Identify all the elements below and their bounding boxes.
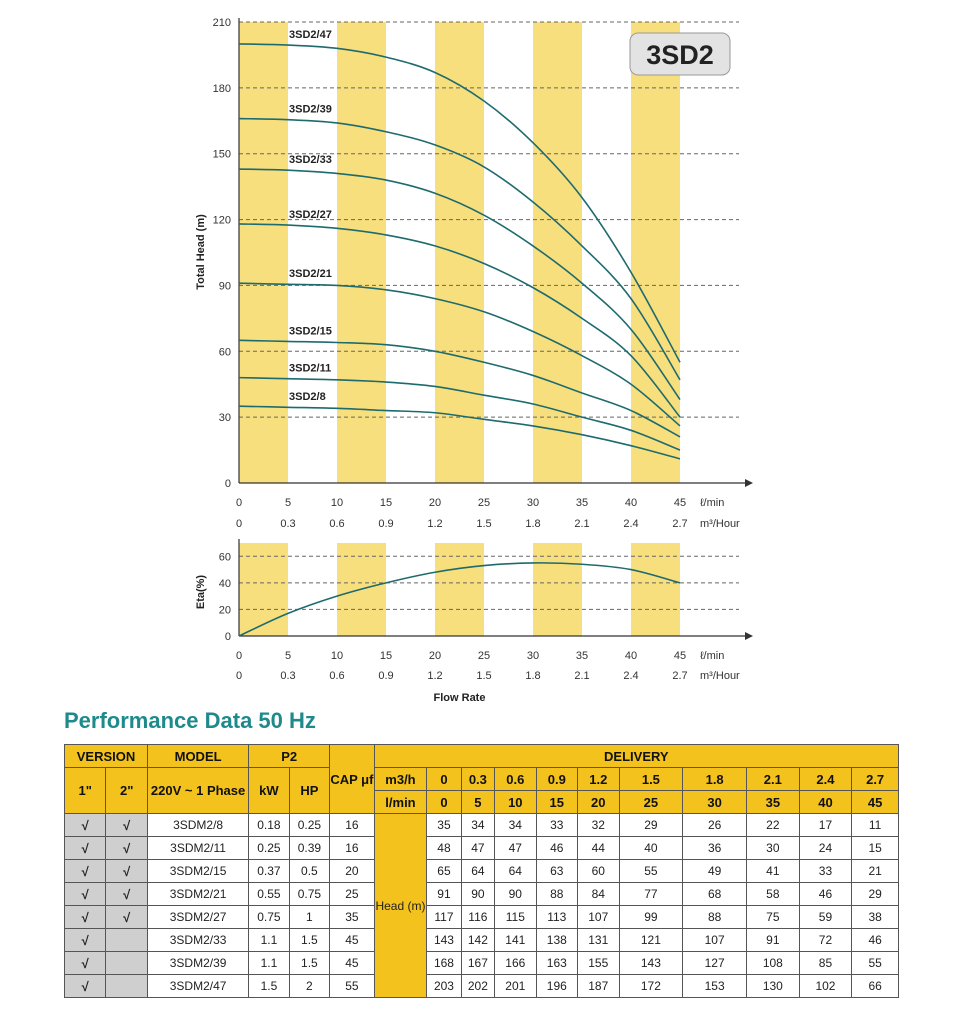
head-value-cell: 64 (495, 860, 536, 883)
table-row (65, 952, 899, 975)
x-tick-label-lmin: 15 (379, 650, 393, 662)
x-tick-label-lmin: 40 (624, 497, 638, 509)
head-value-cell: 121 (619, 929, 683, 952)
version-1-cell: √ (65, 814, 106, 837)
m3h-value: 1.2 (578, 768, 619, 791)
x-tick-label-m3h: 0.3 (280, 670, 296, 682)
table-row (65, 814, 899, 837)
model-cell: 3SDM2/15 (147, 860, 248, 883)
series-label: 3SD2/33 (289, 154, 332, 167)
y-tick-label: 60 (218, 551, 231, 564)
x-tick-label-lmin: 5 (284, 497, 292, 509)
hp-cell: 0.39 (289, 837, 329, 860)
yellow-band (533, 543, 582, 636)
m3h-value: 0.6 (495, 768, 536, 791)
head-chart (195, 17, 753, 530)
m3h-value: 1.5 (619, 768, 683, 791)
head-value-cell: 58 (747, 883, 800, 906)
head-value-cell: 107 (683, 929, 747, 952)
cap-cell: 45 (330, 929, 375, 952)
lmin-value: 15 (536, 791, 577, 814)
x-tick-label-m3h: 0.9 (378, 518, 394, 530)
x-tick-label-m3h: 0.3 (280, 518, 296, 530)
head-value-cell: 90 (461, 883, 494, 906)
lmin-value: 10 (495, 791, 536, 814)
kw-cell: 1.1 (249, 929, 289, 952)
version-2-cell (106, 952, 148, 975)
x-unit-m3h: m³/Hour (700, 670, 740, 682)
head-value-cell: 36 (683, 837, 747, 860)
head-value-cell: 46 (852, 929, 899, 952)
kw-cell: 1.5 (249, 975, 289, 998)
head-value-cell: 35 (427, 814, 461, 837)
kw-cell: 1.1 (249, 952, 289, 975)
header-cap: CAP μf (330, 745, 375, 814)
series-label: 3SD2/15 (289, 325, 332, 338)
head-value-cell: 68 (683, 883, 747, 906)
cap-cell: 16 (330, 814, 375, 837)
m3h-value: 2.7 (852, 768, 899, 791)
series-label: 3SD2/11 (289, 362, 332, 375)
x-unit-lmin: ℓ/min (700, 650, 725, 662)
kw-cell: 0.25 (249, 837, 289, 860)
head-value-cell: 33 (536, 814, 577, 837)
yellow-band (435, 543, 484, 636)
m3h-value: 2.4 (799, 768, 852, 791)
yellow-band (631, 543, 680, 636)
head-value-cell: 113 (536, 906, 577, 929)
head-value-cell: 21 (852, 860, 899, 883)
version-1-cell: √ (65, 929, 106, 952)
kw-cell: 0.55 (249, 883, 289, 906)
version-1-cell: √ (65, 975, 106, 998)
head-value-cell: 63 (536, 860, 577, 883)
head-value-cell: 59 (799, 906, 852, 929)
header-p2: P2 (249, 745, 330, 768)
cap-cell: 20 (330, 860, 375, 883)
version-2-cell: √ (106, 860, 148, 883)
series-label: 3SD2/39 (289, 103, 332, 116)
model-badge-text: 3SD2 (646, 40, 714, 70)
y-axis-label: Eta(%) (195, 574, 207, 610)
series-label: 3SD2/27 (289, 208, 332, 221)
x-tick-label-m3h: 2.4 (623, 670, 639, 682)
head-value-cell: 88 (683, 906, 747, 929)
x-tick-label-lmin: 35 (575, 497, 589, 509)
head-value-cell: 196 (536, 975, 577, 998)
head-value-cell: 163 (536, 952, 577, 975)
head-value-cell: 40 (619, 837, 683, 860)
head-value-cell: 32 (578, 814, 619, 837)
lmin-value: 5 (461, 791, 494, 814)
x-tick-label-lmin: 30 (526, 497, 540, 509)
head-value-cell: 90 (495, 883, 536, 906)
hp-cell: 1.5 (289, 952, 329, 975)
head-value-cell: 77 (619, 883, 683, 906)
header-model: MODEL (147, 745, 248, 768)
x-tick-label-m3h: 1.8 (525, 670, 541, 682)
x-tick-label-m3h: 1.5 (476, 670, 492, 682)
head-value-cell: 46 (799, 883, 852, 906)
model-cell: 3SDM2/21 (147, 883, 248, 906)
header-delivery: DELIVERY (374, 745, 898, 768)
head-value-cell: 60 (578, 860, 619, 883)
head-value-cell: 166 (495, 952, 536, 975)
cap-cell: 35 (330, 906, 375, 929)
head-value-cell: 167 (461, 952, 494, 975)
y-tick-label: 120 (212, 214, 231, 227)
header-m3h: m3/h (374, 768, 427, 791)
head-value-cell: 155 (578, 952, 619, 975)
performance-table (64, 744, 899, 998)
eta-chart (195, 539, 753, 704)
head-value-cell: 47 (461, 837, 494, 860)
table-row (65, 975, 899, 998)
model-cell: 3SDM2/33 (147, 929, 248, 952)
y-tick-label: 150 (212, 148, 231, 161)
cap-cell: 45 (330, 952, 375, 975)
head-value-cell: 102 (799, 975, 852, 998)
head-value-cell: 34 (495, 814, 536, 837)
x-tick-label-lmin: 35 (575, 650, 589, 662)
m3h-value: 0.3 (461, 768, 494, 791)
head-value-cell: 127 (683, 952, 747, 975)
hp-cell: 1 (289, 906, 329, 929)
yellow-band (337, 22, 386, 483)
y-axis-label: Total Head (m) (195, 214, 207, 290)
head-value-cell: 26 (683, 814, 747, 837)
series-label: 3SD2/21 (289, 268, 332, 281)
header-kw: kW (249, 768, 289, 814)
x-tick-label-lmin: 45 (673, 650, 687, 662)
version-2-cell: √ (106, 906, 148, 929)
m3h-value: 2.1 (747, 768, 800, 791)
table-row (65, 837, 899, 860)
head-value-cell: 203 (427, 975, 461, 998)
header-phase: 220V ~ 1 Phase (147, 768, 248, 814)
head-value-cell: 131 (578, 929, 619, 952)
head-value-cell: 75 (747, 906, 800, 929)
version-2-cell: √ (106, 837, 148, 860)
x-unit-m3h: m³/Hour (700, 518, 740, 530)
model-cell: 3SDM2/47 (147, 975, 248, 998)
head-value-cell: 55 (852, 952, 899, 975)
lmin-value: 30 (683, 791, 747, 814)
x-tick-label-m3h: 0.9 (378, 670, 394, 682)
lmin-value: 20 (578, 791, 619, 814)
lmin-value: 25 (619, 791, 683, 814)
x-tick-label-lmin: 0 (235, 650, 243, 662)
head-value-cell: 84 (578, 883, 619, 906)
head-value-cell: 38 (852, 906, 899, 929)
yellow-band (239, 543, 288, 636)
head-value-cell: 41 (747, 860, 800, 883)
cap-cell: 16 (330, 837, 375, 860)
head-value-cell: 172 (619, 975, 683, 998)
version-1-cell: √ (65, 906, 106, 929)
x-tick-label-m3h: 0 (235, 670, 243, 682)
cap-cell: 25 (330, 883, 375, 906)
head-value-cell: 22 (747, 814, 800, 837)
head-value-cell: 15 (852, 837, 899, 860)
series-label: 3SD2/47 (289, 28, 332, 41)
x-tick-label-m3h: 1.2 (427, 670, 443, 682)
head-value-cell: 65 (427, 860, 461, 883)
version-1-cell: √ (65, 860, 106, 883)
head-value-cell: 85 (799, 952, 852, 975)
head-value-cell: 11 (852, 814, 899, 837)
performance-table-body (65, 814, 899, 998)
head-value-cell: 33 (799, 860, 852, 883)
x-tick-label-lmin: 5 (284, 650, 292, 662)
head-value-cell: 153 (683, 975, 747, 998)
hp-cell: 1.5 (289, 929, 329, 952)
performance-title: Performance Data 50 Hz (64, 708, 316, 733)
x-tick-label-m3h: 1.5 (476, 518, 492, 530)
head-value-cell: 201 (495, 975, 536, 998)
m3h-value: 0.9 (536, 768, 577, 791)
x-tick-label-lmin: 30 (526, 650, 540, 662)
x-tick-label-lmin: 0 (235, 497, 243, 509)
header-hp: HP (289, 768, 329, 814)
model-cell: 3SDM2/39 (147, 952, 248, 975)
header-version-1: 1" (65, 768, 106, 814)
head-value-cell: 55 (619, 860, 683, 883)
head-value-cell: 138 (536, 929, 577, 952)
header-version-2: 2" (106, 768, 148, 814)
yellow-band (239, 22, 288, 483)
x-tick-label-m3h: 0 (235, 518, 243, 530)
x-axis-arrow (745, 632, 753, 640)
head-value-cell: 108 (747, 952, 800, 975)
head-value-cell: 116 (461, 906, 494, 929)
head-value-cell: 64 (461, 860, 494, 883)
lmin-value: 0 (427, 791, 461, 814)
cap-cell: 55 (330, 975, 375, 998)
series-label: 3SD2/8 (289, 391, 326, 404)
y-tick-label: 30 (218, 412, 231, 425)
x-tick-label-m3h: 1.2 (427, 518, 443, 530)
version-1-cell: √ (65, 837, 106, 860)
x-tick-label-m3h: 1.8 (525, 518, 541, 530)
y-tick-label: 210 (212, 17, 231, 29)
version-2-cell (106, 929, 148, 952)
hp-cell: 2 (289, 975, 329, 998)
head-value-cell: 141 (495, 929, 536, 952)
hp-cell: 0.5 (289, 860, 329, 883)
head-value-cell: 66 (852, 975, 899, 998)
x-axis-arrow (745, 479, 753, 487)
head-value-cell: 30 (747, 837, 800, 860)
y-tick-label: 0 (224, 631, 231, 643)
x-tick-label-lmin: 20 (428, 497, 442, 509)
yellow-band (533, 22, 582, 483)
version-2-cell: √ (106, 814, 148, 837)
version-1-cell: √ (65, 883, 106, 906)
x-tick-label-m3h: 2.7 (672, 670, 688, 682)
m3h-value: 1.8 (683, 768, 747, 791)
head-value-cell: 46 (536, 837, 577, 860)
x-tick-label-lmin: 15 (379, 497, 393, 509)
table-row (65, 906, 899, 929)
x-tick-label-lmin: 10 (330, 650, 344, 662)
x-tick-label-lmin: 10 (330, 497, 344, 509)
header-lmin: l/min (374, 791, 427, 814)
lmin-value: 35 (747, 791, 800, 814)
head-value-cell: 34 (461, 814, 494, 837)
x-tick-label-lmin: 25 (477, 650, 491, 662)
kw-cell: 0.75 (249, 906, 289, 929)
head-value-cell: 49 (683, 860, 747, 883)
lmin-value: 40 (799, 791, 852, 814)
m3h-value: 0 (427, 768, 461, 791)
y-tick-label: 40 (218, 577, 231, 590)
table-row (65, 883, 899, 906)
table-row (65, 929, 899, 952)
x-tick-label-m3h: 2.1 (574, 518, 590, 530)
version-1-cell: √ (65, 952, 106, 975)
head-value-cell: 88 (536, 883, 577, 906)
hp-cell: 0.25 (289, 814, 329, 837)
x-tick-label-m3h: 0.6 (329, 670, 345, 682)
y-tick-label: 0 (224, 478, 231, 490)
y-tick-label: 180 (212, 82, 231, 95)
x-tick-label-lmin: 20 (428, 650, 442, 662)
head-value-cell: 17 (799, 814, 852, 837)
head-value-cell: 48 (427, 837, 461, 860)
head-value-cell: 142 (461, 929, 494, 952)
x-tick-label-m3h: 2.1 (574, 670, 590, 682)
x-tick-label-lmin: 45 (673, 497, 687, 509)
head-value-cell: 99 (619, 906, 683, 929)
head-value-cell: 91 (427, 883, 461, 906)
x-unit-lmin: ℓ/min (700, 497, 725, 509)
table-row (65, 860, 899, 883)
y-tick-label: 20 (218, 604, 231, 617)
head-value-cell: 44 (578, 837, 619, 860)
head-value-cell: 47 (495, 837, 536, 860)
model-badge (630, 33, 730, 75)
head-value-cell: 29 (619, 814, 683, 837)
x-tick-label-m3h: 2.4 (623, 518, 639, 530)
head-value-cell: 115 (495, 906, 536, 929)
x-tick-label-m3h: 2.7 (672, 518, 688, 530)
x-tick-label-lmin: 25 (477, 497, 491, 509)
head-value-cell: 202 (461, 975, 494, 998)
header-version: VERSION (65, 745, 148, 768)
head-value-cell: 187 (578, 975, 619, 998)
head-value-cell: 72 (799, 929, 852, 952)
model-cell: 3SDM2/8 (147, 814, 248, 837)
head-value-cell: 24 (799, 837, 852, 860)
lmin-value: 45 (852, 791, 899, 814)
head-label-cell: Head (m) (374, 814, 427, 998)
model-cell: 3SDM2/27 (147, 906, 248, 929)
head-value-cell: 143 (619, 952, 683, 975)
x-tick-label-lmin: 40 (624, 650, 638, 662)
version-2-cell (106, 975, 148, 998)
hp-cell: 0.75 (289, 883, 329, 906)
head-value-cell: 168 (427, 952, 461, 975)
model-cell: 3SDM2/11 (147, 837, 248, 860)
head-value-cell: 143 (427, 929, 461, 952)
kw-cell: 0.37 (249, 860, 289, 883)
head-value-cell: 29 (852, 883, 899, 906)
kw-cell: 0.18 (249, 814, 289, 837)
y-tick-label: 90 (218, 280, 231, 293)
head-value-cell: 91 (747, 929, 800, 952)
head-value-cell: 117 (427, 906, 461, 929)
y-tick-label: 60 (218, 346, 231, 359)
x-axis-label: Flow Rate (433, 692, 486, 704)
head-value-cell: 107 (578, 906, 619, 929)
head-value-cell: 130 (747, 975, 800, 998)
x-tick-label-m3h: 0.6 (329, 518, 345, 530)
version-2-cell: √ (106, 883, 148, 906)
